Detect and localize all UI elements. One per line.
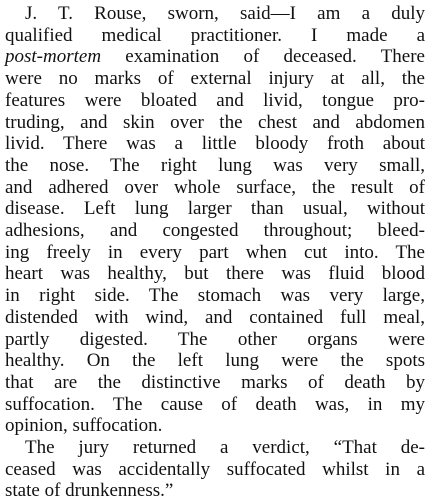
text-span: in right side. The stomach was very large, — [5, 285, 425, 307]
text-line — [5, 133, 425, 155]
text-line — [5, 25, 425, 47]
text-line — [5, 198, 425, 220]
text-line — [5, 415, 425, 437]
text-line — [5, 459, 425, 481]
text-span: examination of deceased. There — [101, 46, 425, 68]
text-span: suffocation. The cause of death was, in my — [5, 393, 425, 415]
text-span: adhesions, and congested throughout; bleed- — [5, 220, 425, 241]
text-span: heart was healthy, but there was fluid blood — [5, 263, 425, 285]
text-span: partly digested. The other organs were — [5, 328, 425, 350]
text-line — [25, 3, 425, 25]
text-line — [5, 90, 425, 112]
text-line — [5, 394, 425, 416]
text-span: ceased was accidentally suffocated whilst in a — [5, 458, 425, 480]
text-line — [5, 285, 425, 307]
text-line — [5, 350, 425, 372]
text-line — [5, 220, 425, 242]
text-span: disease. Left lung larger than usual, without — [5, 198, 425, 220]
text-line — [5, 68, 425, 90]
italic-text: post-mortem — [5, 46, 102, 68]
text-line — [5, 480, 425, 502]
text-span: truding, and skin over the chest and abdomen — [5, 111, 425, 133]
text-span: and adhered over whole surface, the result of — [5, 176, 425, 198]
text-span: were no marks of external injury at all, the — [5, 68, 425, 90]
text-span: opinion, suffocation. — [5, 415, 163, 437]
text-line — [5, 155, 425, 177]
text-line — [5, 372, 425, 394]
text-span: that are the distinctive marks of death by — [5, 371, 425, 393]
text-span: The jury returned a verdict, “That de- — [25, 437, 425, 458]
text-span: healthy. On the left lung were the spots — [5, 350, 425, 372]
text-span: ing freely in every part when cut into. The — [5, 241, 425, 263]
text-line — [5, 177, 425, 199]
text-line — [5, 263, 425, 285]
text-span: state of drunkenness.” — [5, 480, 174, 502]
text-span: features were bloated and livid, tongue pro- — [5, 89, 425, 111]
text-span: J. T. Rouse, sworn, said—I am a duly — [25, 3, 425, 24]
text-span: livid. There was a little bloody froth about — [5, 133, 425, 155]
text-span: qualified medical practitioner. I made a — [5, 24, 425, 46]
text-line — [5, 242, 425, 264]
text-span: the nose. The right lung was very small, — [5, 154, 425, 176]
text-line — [5, 46, 425, 68]
text-line — [5, 329, 425, 351]
text-line — [5, 307, 425, 329]
text-line — [25, 437, 425, 459]
text-line — [5, 112, 425, 134]
text-span: distended with wind, and contained full meal, — [5, 306, 425, 328]
